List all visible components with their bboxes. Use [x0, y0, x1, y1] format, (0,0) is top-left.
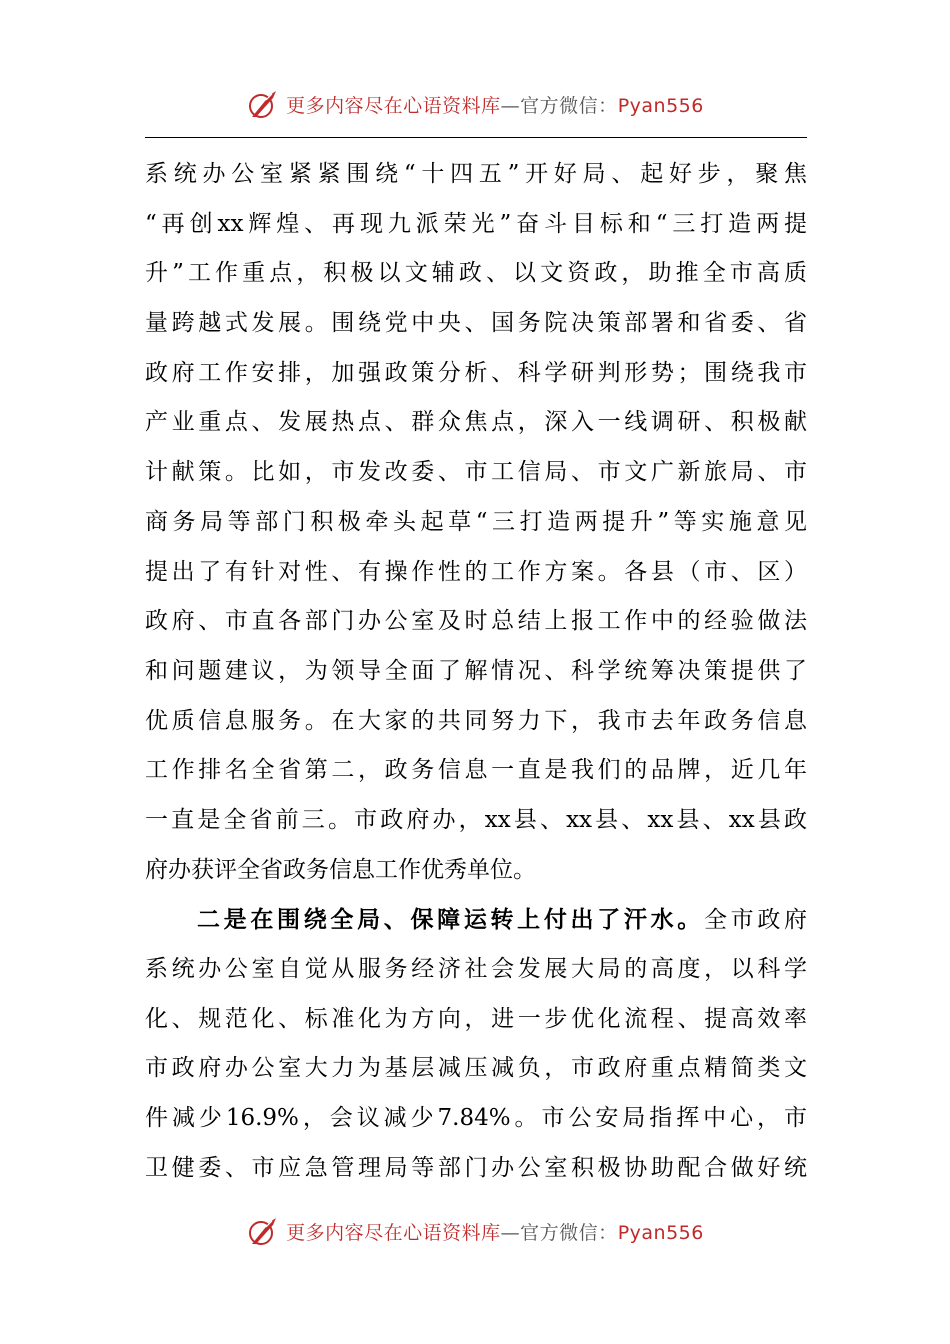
body-line: “再创xx辉煌、再现九派荣光”奋斗目标和“三打造两提 — [145, 210, 807, 237]
body-line: 化、规范化、标准化为方向，进一步优化流程、提高效率 — [145, 1005, 807, 1032]
body-line: 政府、市直各部门办公室及时总结上报工作中的经验做法 — [145, 608, 807, 635]
watermark-dash: — — [500, 94, 521, 117]
body-line: 工作排名全省第二，政务信息一直是我们的品牌，近几年 — [145, 757, 807, 784]
footer-watermark — [0, 1211, 950, 1251]
paragraph-heading: 二是在围绕全局、保障运转上付出了汗水。 — [197, 906, 704, 934]
watermark-brand: 更多内容尽在心语资料库 — [286, 94, 501, 117]
watermark-wechat-label: 官方微信： — [520, 94, 618, 117]
watermark-dash: — — [500, 1221, 521, 1244]
body-line: 府办获评全省政务信息工作优秀单位。 — [145, 856, 536, 883]
header-watermark — [0, 84, 950, 124]
document-body — [145, 150, 807, 1193]
body-line: 政府工作安排，加强政策分析、科学研判形势；围绕我市 — [145, 359, 807, 386]
quill-pen-icon — [246, 1214, 280, 1248]
body-line: 和问题建议，为领导全面了解情况、科学统筹决策提供了 — [145, 657, 807, 684]
paragraph-lead-line — [145, 895, 807, 945]
watermark-wechat-id: Pyan556 — [617, 1221, 704, 1244]
body-line: 系统办公室自觉从服务经济社会发展大局的高度，以科学 — [145, 956, 807, 982]
quill-pen-icon — [246, 87, 280, 121]
body-line: 升”工作重点，积极以文辅政、以文资政，助推全市高质 — [145, 260, 807, 287]
watermark-wechat-id: Pyan556 — [617, 94, 704, 117]
watermark-text — [286, 1218, 704, 1245]
body-line: 计献策。比如，市发改委、市工信局、市文广新旅局、市 — [145, 459, 807, 486]
body-line: 提出了有针对性、有操作性的工作方案。各县（市、区） — [145, 558, 807, 585]
body-line: 系统办公室紧紧围绕“十四五”开好局、起好步，聚焦 — [145, 161, 807, 187]
watermark-text — [286, 91, 704, 118]
watermark-brand: 更多内容尽在心语资料库 — [286, 1221, 501, 1244]
body-line: 一直是全省前三。市政府办，xx县、xx县、xx县、xx县政 — [145, 806, 807, 833]
body-line: 卫健委、市应急管理局等部门办公室积极协助配合做好统 — [145, 1154, 807, 1181]
header-rule — [145, 137, 807, 138]
body-line: 市政府办公室大力为基层减压减负，市政府重点精简类文 — [145, 1055, 807, 1082]
watermark-wechat-label: 官方微信： — [520, 1221, 618, 1244]
paragraph-lead-rest: 全市政府 — [703, 907, 807, 934]
body-line: 优质信息服务。在大家的共同努力下，我市去年政务信息 — [145, 707, 807, 734]
body-line: 产业重点、发展热点、群众焦点，深入一线调研、积极献 — [145, 409, 807, 436]
body-line: 件减少16.9%，会议减少7.84%。市公安局指挥中心，市 — [145, 1105, 807, 1132]
body-line: 量跨越式发展。围绕党中央、国务院决策部署和省委、省 — [145, 310, 807, 337]
body-line: 商务局等部门积极牵头起草“三打造两提升”等实施意见 — [145, 508, 807, 535]
